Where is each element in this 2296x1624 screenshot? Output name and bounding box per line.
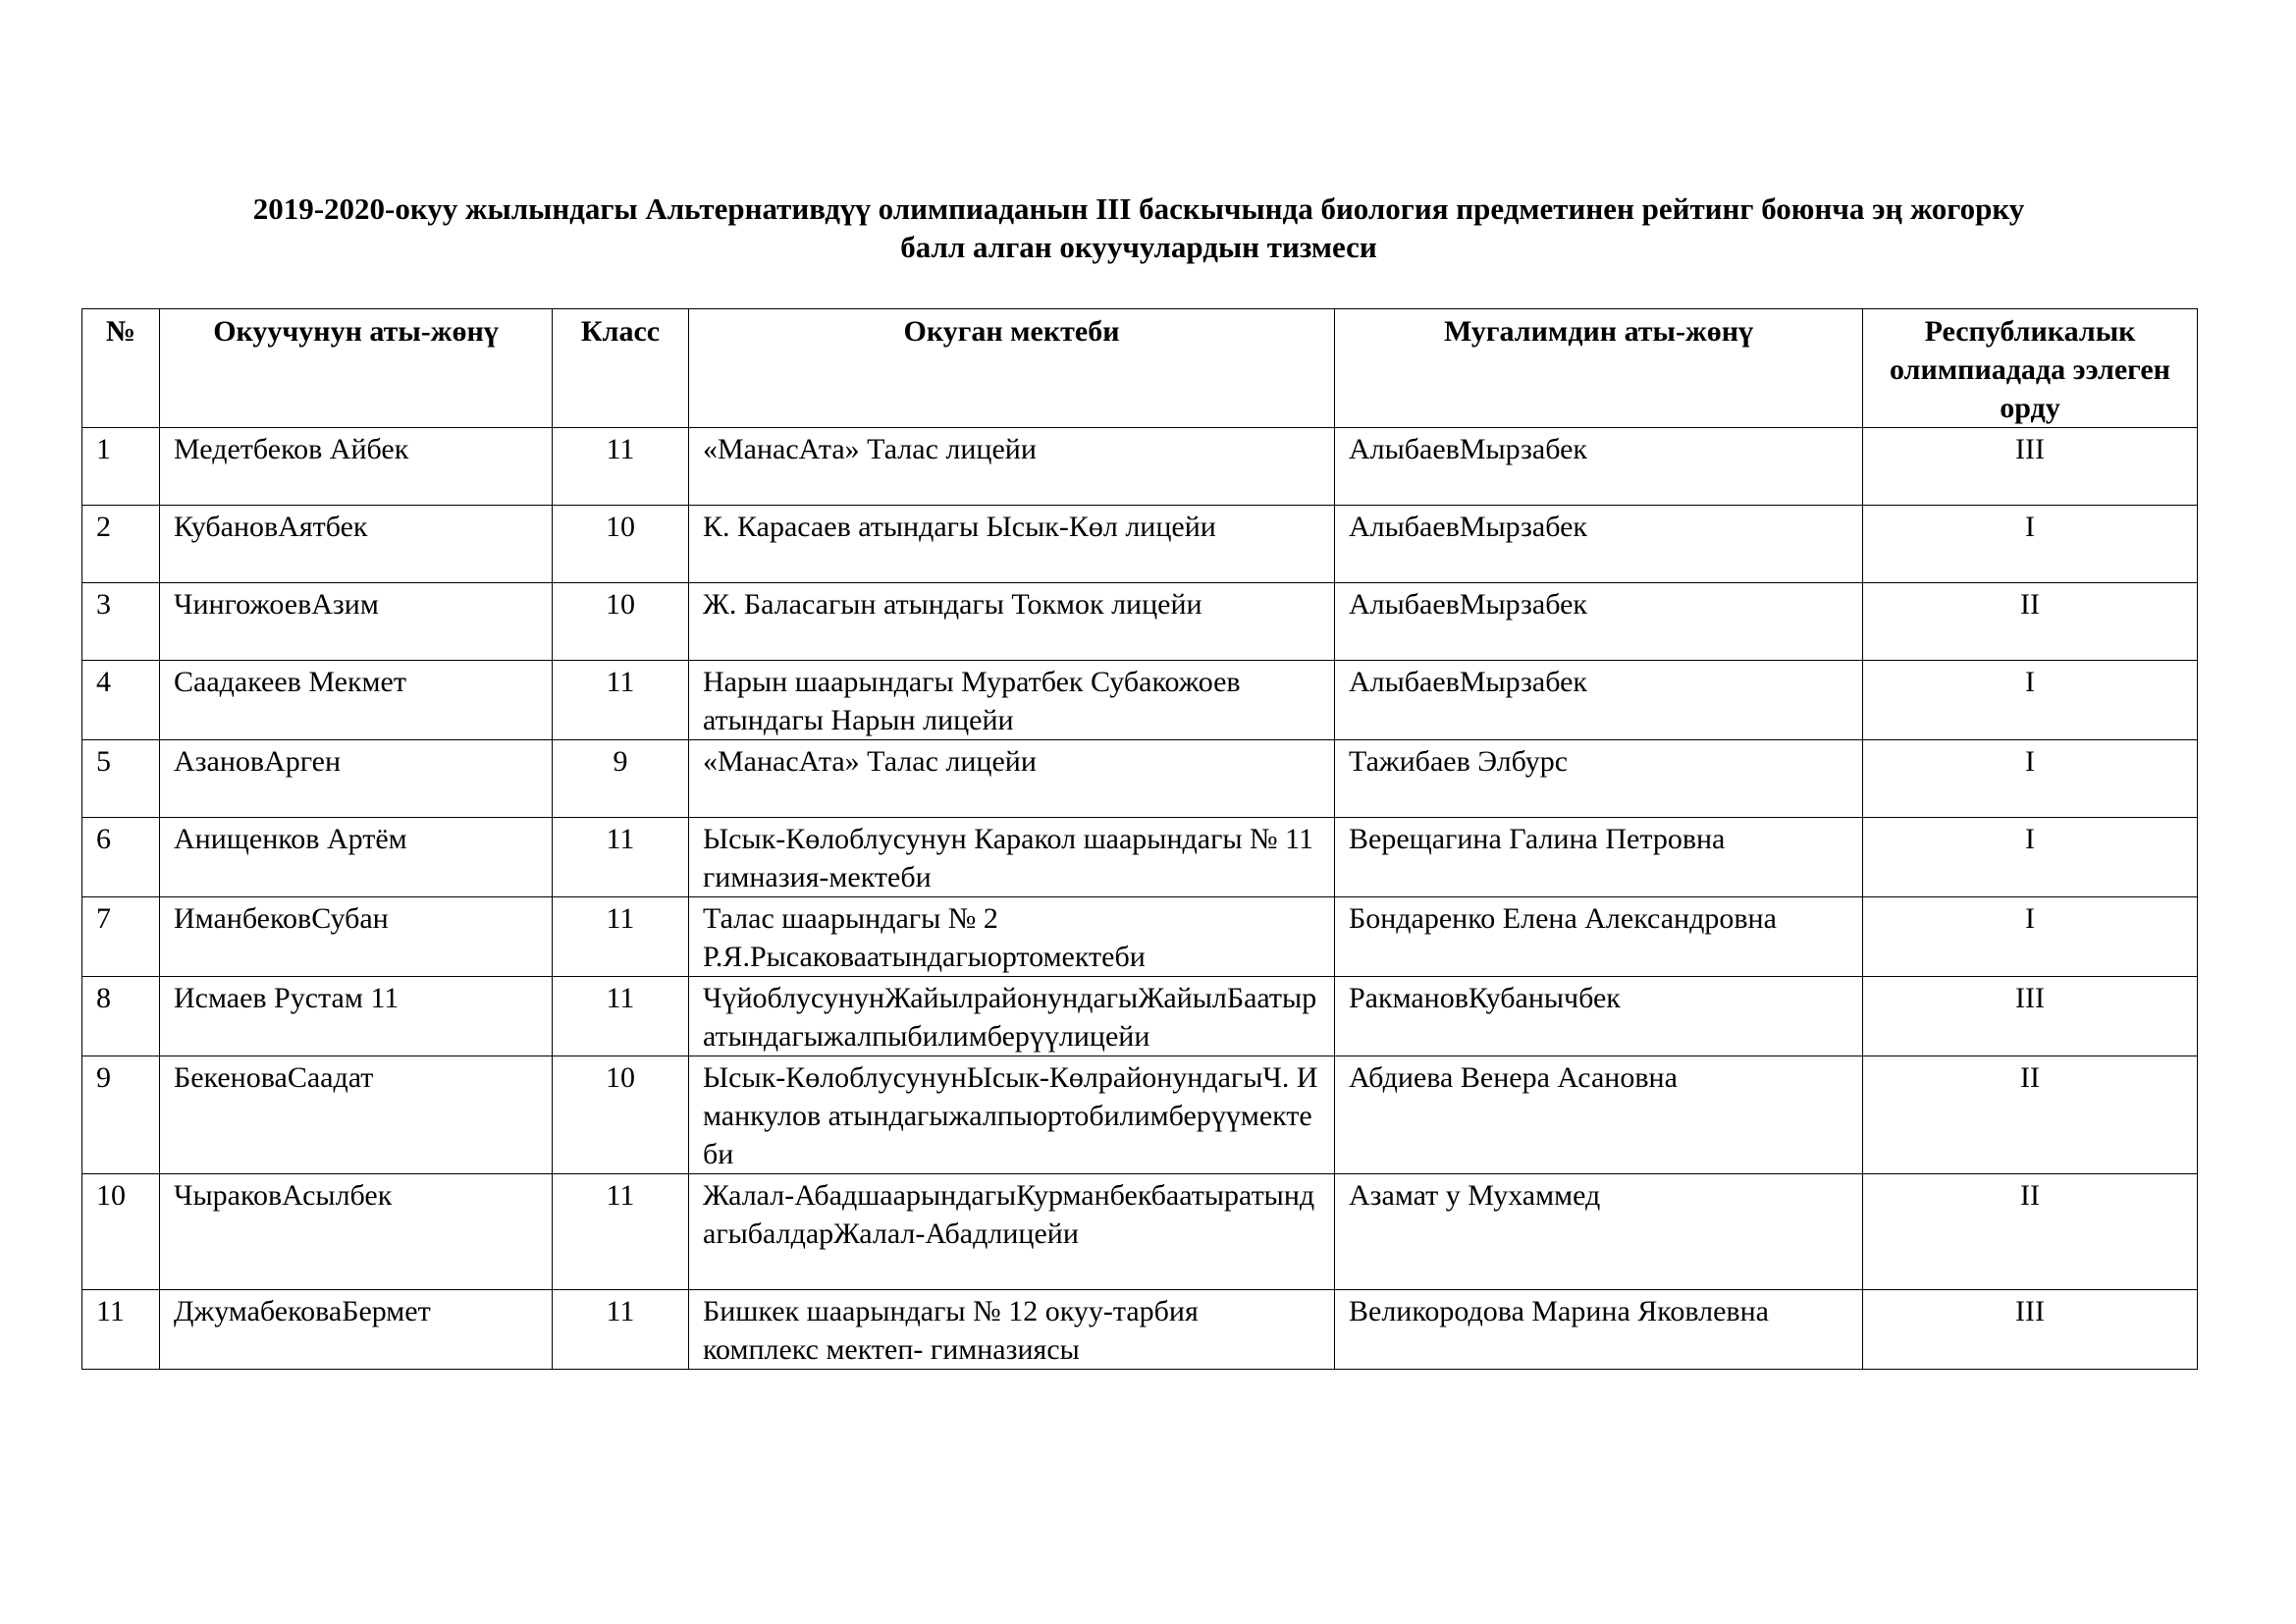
table-row: [82, 583, 2198, 661]
cell-class: 11: [553, 977, 689, 1056]
cell-student: Саадакеев Мекмет: [160, 661, 553, 740]
table-row: [82, 1290, 2198, 1370]
table-row: [82, 661, 2198, 740]
cell-num: 1: [82, 428, 160, 506]
cell-school: Ж. Баласагын атындагы Токмок лицейи: [689, 583, 1335, 661]
cell-num: 10: [82, 1174, 160, 1290]
cell-teacher: Тажибаев Элбурс: [1335, 740, 1863, 818]
cell-student: Анищенков Артём: [160, 818, 553, 897]
cell-num: 4: [82, 661, 160, 740]
cell-class: 10: [553, 506, 689, 583]
cell-place: II: [1863, 583, 2198, 661]
title-line-1: 2019-2020-окуу жылындагы Альтернативдүү олимпиаданын III баскычында биология предметинен рейтинг боюнча эң жогорку: [252, 191, 2025, 226]
table-header-row: [82, 309, 2198, 428]
cell-student: ДжумабековаБермет: [160, 1290, 553, 1370]
cell-num: 11: [82, 1290, 160, 1370]
header-num: №: [82, 309, 160, 428]
cell-num: 9: [82, 1056, 160, 1174]
table-row: [82, 897, 2198, 977]
cell-class: 10: [553, 1056, 689, 1174]
cell-place: I: [1863, 897, 2198, 977]
cell-student: ЧингожоевАзим: [160, 583, 553, 661]
cell-class: 10: [553, 583, 689, 661]
header-teacher: Мугалимдин аты-жөнү: [1335, 309, 1863, 428]
cell-place: III: [1863, 1290, 2198, 1370]
cell-school: «МанасАта» Талас лицейи: [689, 428, 1335, 506]
cell-student: ИманбековСубан: [160, 897, 553, 977]
table-row: [82, 506, 2198, 583]
cell-school: «МанасАта» Талас лицейи: [689, 740, 1335, 818]
title-line-2: балл алган окуучулардын тизмеси: [900, 230, 1377, 264]
cell-class: 11: [553, 818, 689, 897]
cell-teacher: Верещагина Галина Петровна: [1335, 818, 1863, 897]
cell-class: 11: [553, 1174, 689, 1290]
cell-class: 9: [553, 740, 689, 818]
table-row: [82, 1056, 2198, 1174]
cell-student: БекеноваСаадат: [160, 1056, 553, 1174]
table-row: [82, 977, 2198, 1056]
cell-school: Ысык-Көлоблусунун Каракол шаарындагы № 11 гимназия-мектеби: [689, 818, 1335, 897]
cell-school: К. Карасаев атындагы Ысык-Көл лицейи: [689, 506, 1335, 583]
cell-teacher: РакмановКубанычбек: [1335, 977, 1863, 1056]
cell-num: 6: [82, 818, 160, 897]
cell-teacher: Азамат у Мухаммед: [1335, 1174, 1863, 1290]
cell-place: II: [1863, 1174, 2198, 1290]
table-row: [82, 740, 2198, 818]
cell-place: III: [1863, 428, 2198, 506]
cell-student: Медетбеков Айбек: [160, 428, 553, 506]
cell-teacher: АлыбаевМырзабек: [1335, 506, 1863, 583]
cell-teacher: АлыбаевМырзабек: [1335, 583, 1863, 661]
cell-student: АзановАрген: [160, 740, 553, 818]
cell-place: I: [1863, 661, 2198, 740]
header-school: Окуган мектеби: [689, 309, 1335, 428]
table-row: [82, 818, 2198, 897]
cell-place: I: [1863, 740, 2198, 818]
document-title: [118, 189, 2160, 266]
cell-num: 8: [82, 977, 160, 1056]
cell-class: 11: [553, 1290, 689, 1370]
cell-teacher: АлыбаевМырзабек: [1335, 428, 1863, 506]
cell-student: ЧыраковАсылбек: [160, 1174, 553, 1290]
cell-class: 11: [553, 897, 689, 977]
cell-teacher: Абдиева Венера Асановна: [1335, 1056, 1863, 1174]
header-place: Республикалык олимпиадада ээлеген орду: [1863, 309, 2198, 428]
table-row: [82, 428, 2198, 506]
cell-school: ЧүйоблусунунЖайылрайонундагыЖайылБаатыратындагыжалпыбилимберүүлицейи: [689, 977, 1335, 1056]
cell-student: Исмаев Рустам 11: [160, 977, 553, 1056]
results-table: [81, 308, 2198, 1370]
cell-num: 3: [82, 583, 160, 661]
cell-num: 2: [82, 506, 160, 583]
cell-place: I: [1863, 818, 2198, 897]
cell-school: Жалал-АбадшаарындагыКурманбекбаатыратындагыбалдарЖалал-Абадлицейи: [689, 1174, 1335, 1290]
cell-class: 11: [553, 661, 689, 740]
cell-teacher: Бондаренко Елена Александровна: [1335, 897, 1863, 977]
table-row: [82, 1174, 2198, 1290]
cell-school: Талас шаарындагы № 2 Р.Я.Рысаковаатындагыортомектеби: [689, 897, 1335, 977]
cell-school: Бишкек шаарындагы № 12 окуу-тарбия комплекс мектеп- гимназиясы: [689, 1290, 1335, 1370]
cell-class: 11: [553, 428, 689, 506]
cell-school: Ысык-КөлоблусунунЫсык-КөлрайонундагыЧ. Иманкулов атындагыжалпыортобилимберүүмектеби: [689, 1056, 1335, 1174]
cell-teacher: Великородова Марина Яковлевна: [1335, 1290, 1863, 1370]
cell-place: III: [1863, 977, 2198, 1056]
cell-num: 5: [82, 740, 160, 818]
cell-student: КубановАятбек: [160, 506, 553, 583]
cell-school: Нарын шаарындагы Муратбек Субакожоев атындагы Нарын лицейи: [689, 661, 1335, 740]
header-class: Класс: [553, 309, 689, 428]
cell-teacher: АлыбаевМырзабек: [1335, 661, 1863, 740]
header-student: Окуучунун аты-жөнү: [160, 309, 553, 428]
cell-place: I: [1863, 506, 2198, 583]
cell-num: 7: [82, 897, 160, 977]
cell-place: II: [1863, 1056, 2198, 1174]
